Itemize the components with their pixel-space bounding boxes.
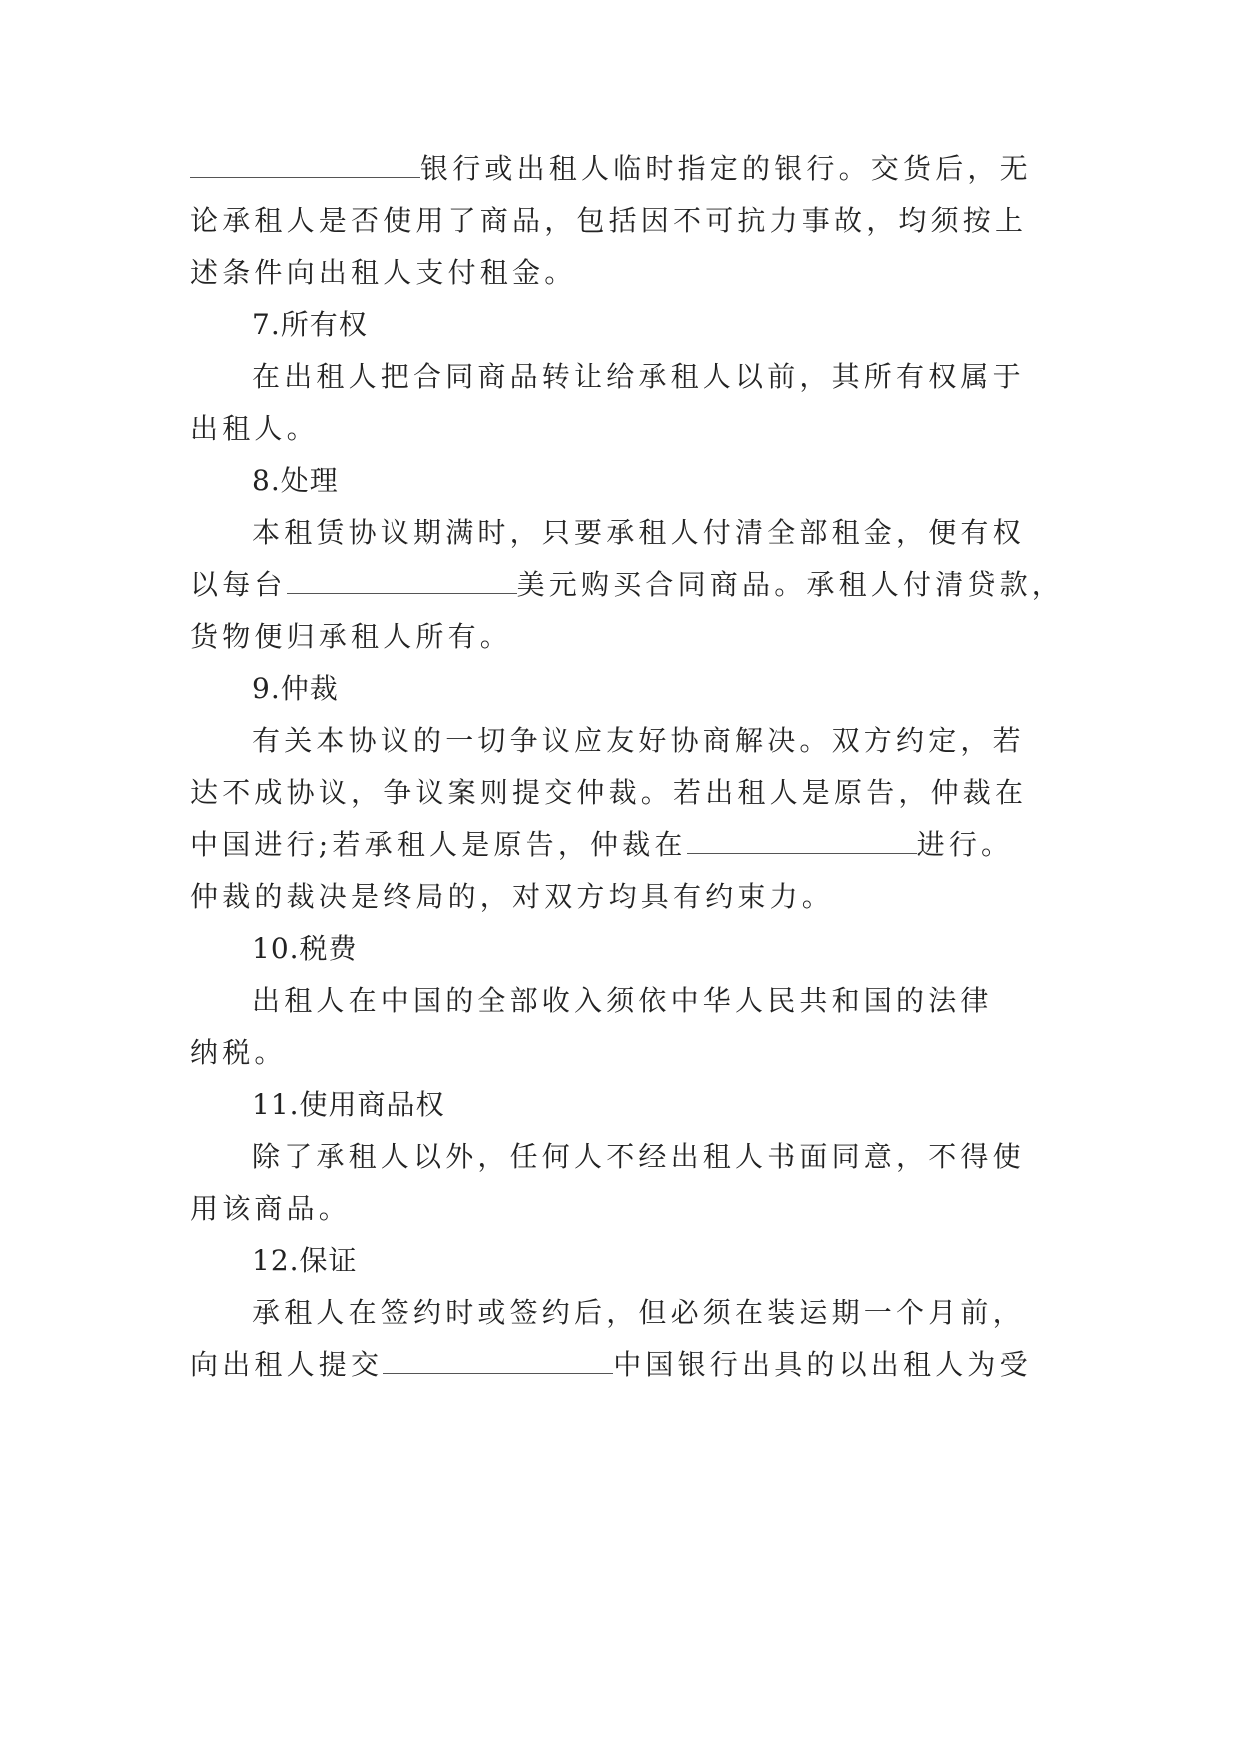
line-9-after: 美元购买合同商品。承租人付清贷款， [516,568,1065,601]
fill-in-blank-guarantee[interactable] [383,1347,613,1374]
paragraph-line-24 [190,1345,1050,1385]
paragraph-line-18: 纳税。 [190,1036,287,1069]
line-9-before: 以每台 [190,568,287,601]
section-heading-arbitration: 9.仲裁 [252,672,339,705]
paragraph-line-20: 除了承租人以外，任何人不经出租人书面同意，不得使 [252,1140,1025,1173]
paragraph-line-15: 仲裁的裁决是终局的，对双方均具有约束力。 [190,880,835,913]
paragraph-line-1 [190,149,1050,189]
paragraph-line-21: 用该商品。 [190,1192,352,1225]
paragraph-line-12: 有关本协议的一切争议应友好协商解决。双方约定，若 [252,724,1025,757]
line-14-after: 进行。 [916,828,1014,861]
paragraph-line-23: 承租人在签约时或签约后，但必须在装运期一个月前， [252,1296,1025,1329]
fill-in-blank-bank[interactable] [190,151,420,178]
paragraph-line-10: 货物便归承租人所有。 [190,620,513,653]
paragraph-line-3: 述条件向出租人支付租金。 [190,256,577,289]
section-heading-taxes: 10.税费 [252,932,358,965]
fill-in-blank-arbitration-place[interactable] [687,827,917,854]
section-heading-ownership: 7.所有权 [252,308,368,341]
paragraph-line-13: 达不成协议，争议案则提交仲裁。若出租人是原告，仲裁在 [190,776,1028,809]
line-1-after: 银行或出租人临时指定的银行。交货后，无 [420,152,1032,185]
line-24-after: 中国银行出具的以出租人为受 [613,1348,1032,1381]
paragraph-line-17: 出租人在中国的全部收入须依中华人民共和国的法律 [252,984,993,1017]
section-heading-disposal: 8.处理 [252,464,339,497]
paragraph-line-8: 本租赁协议期满时，只要承租人付清全部租金，便有权 [252,516,1025,549]
line-14-before: 中国进行;若承租人是原告，仲裁在 [190,828,687,861]
paragraph-line-6: 出租人。 [190,412,319,445]
paragraph-line-9 [190,565,1065,605]
line-24-before: 向出租人提交 [190,1348,384,1381]
paragraph-line-5: 在出租人把合同商品转让给承租人以前，其所有权属于 [252,360,1025,393]
section-heading-guarantee: 12.保证 [252,1244,358,1277]
paragraph-line-2: 论承租人是否使用了商品，包括因不可抗力事故，均须按上 [190,204,1028,237]
paragraph-line-14 [190,825,1050,865]
section-heading-usage-right: 11.使用商品权 [252,1088,445,1121]
fill-in-blank-price[interactable] [287,567,517,594]
